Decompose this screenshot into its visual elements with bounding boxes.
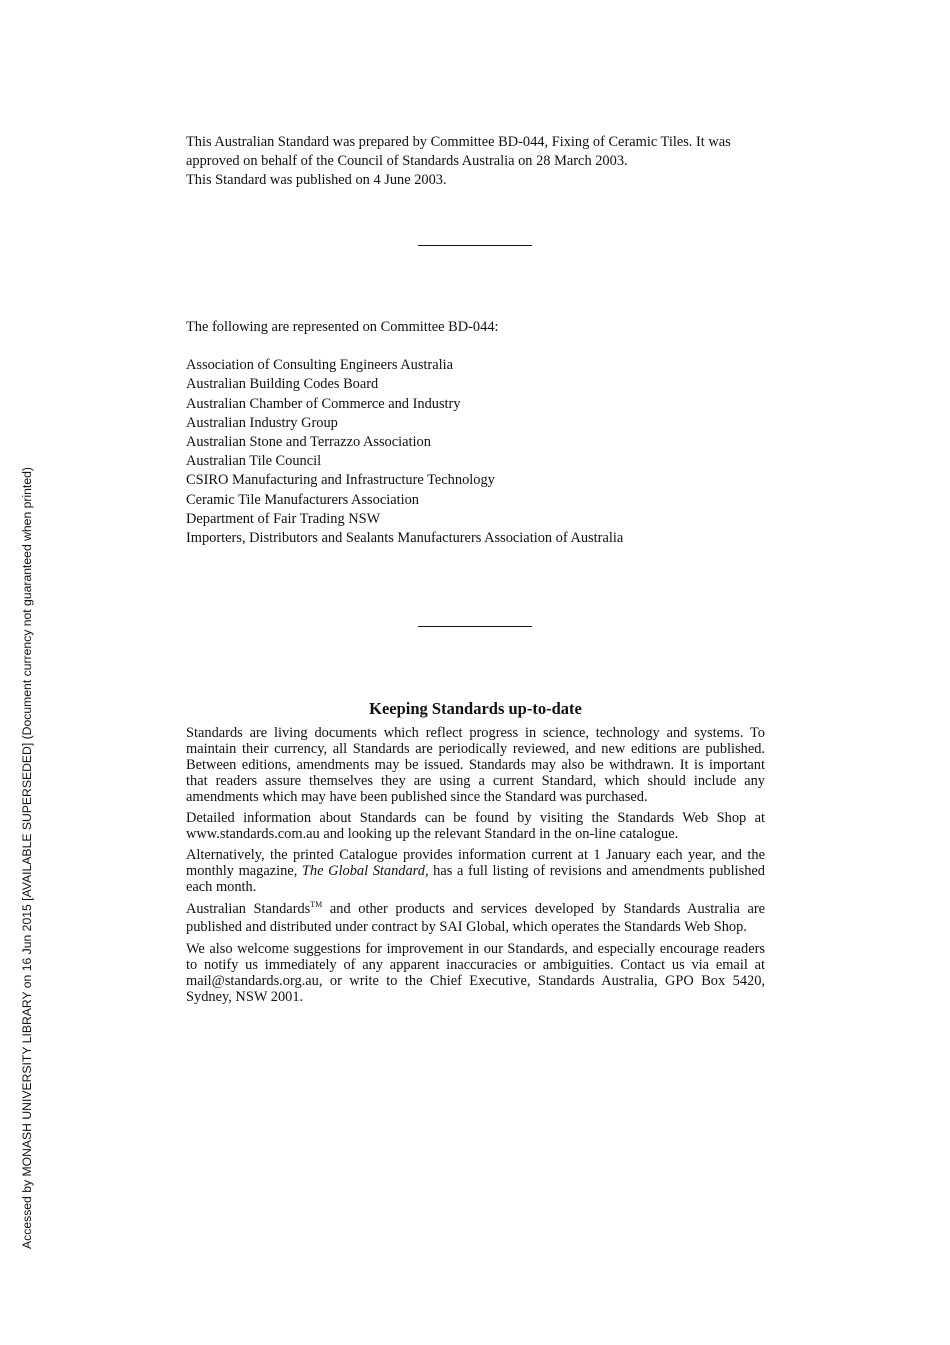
- paragraph-suggestions: We also welcome suggestions for improvement in our Standards, and especially encourage readers to notify us immediately of any apparent inaccuracies or ambiguities. Contact us via email at mail@standards.org.au, or write to the Chief Executive, Standards Australia, GPO Box 5420, Sydney, NSW 2001.: [186, 941, 765, 1005]
- section-divider: [418, 626, 532, 627]
- preparation-statement: [186, 133, 771, 190]
- paragraph-sai-global-end: and other products and services developed by Standards Australia are published and distributed under contract by SAI Global, which operates the Standards Web Shop.: [186, 901, 766, 935]
- committee-member-list: [186, 356, 786, 548]
- committee-member: Department of Fair Trading NSW: [186, 510, 381, 527]
- committee-member: Australian Industry Group: [186, 414, 338, 431]
- committee-member: Association of Consulting Engineers Australia: [186, 357, 453, 374]
- paragraph-catalogue: [186, 847, 765, 895]
- magazine-title: The Global Standard: [301, 863, 425, 879]
- committee-member: Australian Chamber of Commerce and Industry: [186, 395, 461, 412]
- publication-date-text: This Standard was published on 4 June 2003.: [186, 172, 447, 188]
- keeping-standards-section: [186, 699, 765, 1010]
- committee-member: Australian Stone and Terrazzo Association: [186, 434, 431, 451]
- brand-name: Australian Standards: [186, 901, 311, 917]
- committee-member: CSIRO Manufacturing and Infrastructure Technology: [186, 472, 495, 489]
- paragraph-catalogue-end: , has a full listing of revisions and amendments published each month.: [186, 863, 765, 895]
- committee-member: Ceramic Tile Manufacturers Association: [186, 491, 420, 508]
- committee-member: Australian Building Codes Board: [186, 376, 379, 393]
- access-watermark: Accessed by MONASH UNIVERSITY LIBRARY on 16 Jun 2015 [AVAILABLE SUPERSEDED] (Document currency not guaranteed when printed): [20, 467, 34, 1249]
- paragraph-living-documents: Standards are living documents which reflect progress in science, technology and systems. To maintain their currency, all Standards are periodically reviewed, and new editions are published. Between editions, amendments may be issued. Standards may also be withdrawn. It is important that readers assure themselves they are using a current Standard, which should include any amendments which may have been published since the Standard was purchased.: [186, 725, 765, 805]
- approval-text: This Australian Standard was prepared by Committee BD-044, Fixing of Ceramic Tiles. It was approved on behalf of the Council of Standards Australia on 28 March 2003.: [186, 134, 731, 169]
- paragraph-sai-global: [186, 900, 765, 936]
- committee-representation: [186, 318, 786, 548]
- trademark-symbol: TM: [310, 900, 323, 910]
- section-divider: [418, 245, 532, 246]
- committee-member: Australian Tile Council: [186, 453, 322, 470]
- section-title: Keeping Standards up-to-date: [369, 699, 582, 718]
- paragraph-web-shop: Detailed information about Standards can be found by visiting the Standards Web Shop at www.standards.com.au and looking up the relevant Standard in the on-line catalogue.: [186, 810, 765, 842]
- paragraph-catalogue-start: Alternatively, the printed Catalogue provides information current at 1 January each year, and the monthly magazine,: [186, 847, 765, 879]
- committee-member: Importers, Distributors and Sealants Manufacturers Association of Australia: [186, 530, 624, 547]
- committee-heading: The following are represented on Committee BD-044:: [186, 319, 499, 335]
